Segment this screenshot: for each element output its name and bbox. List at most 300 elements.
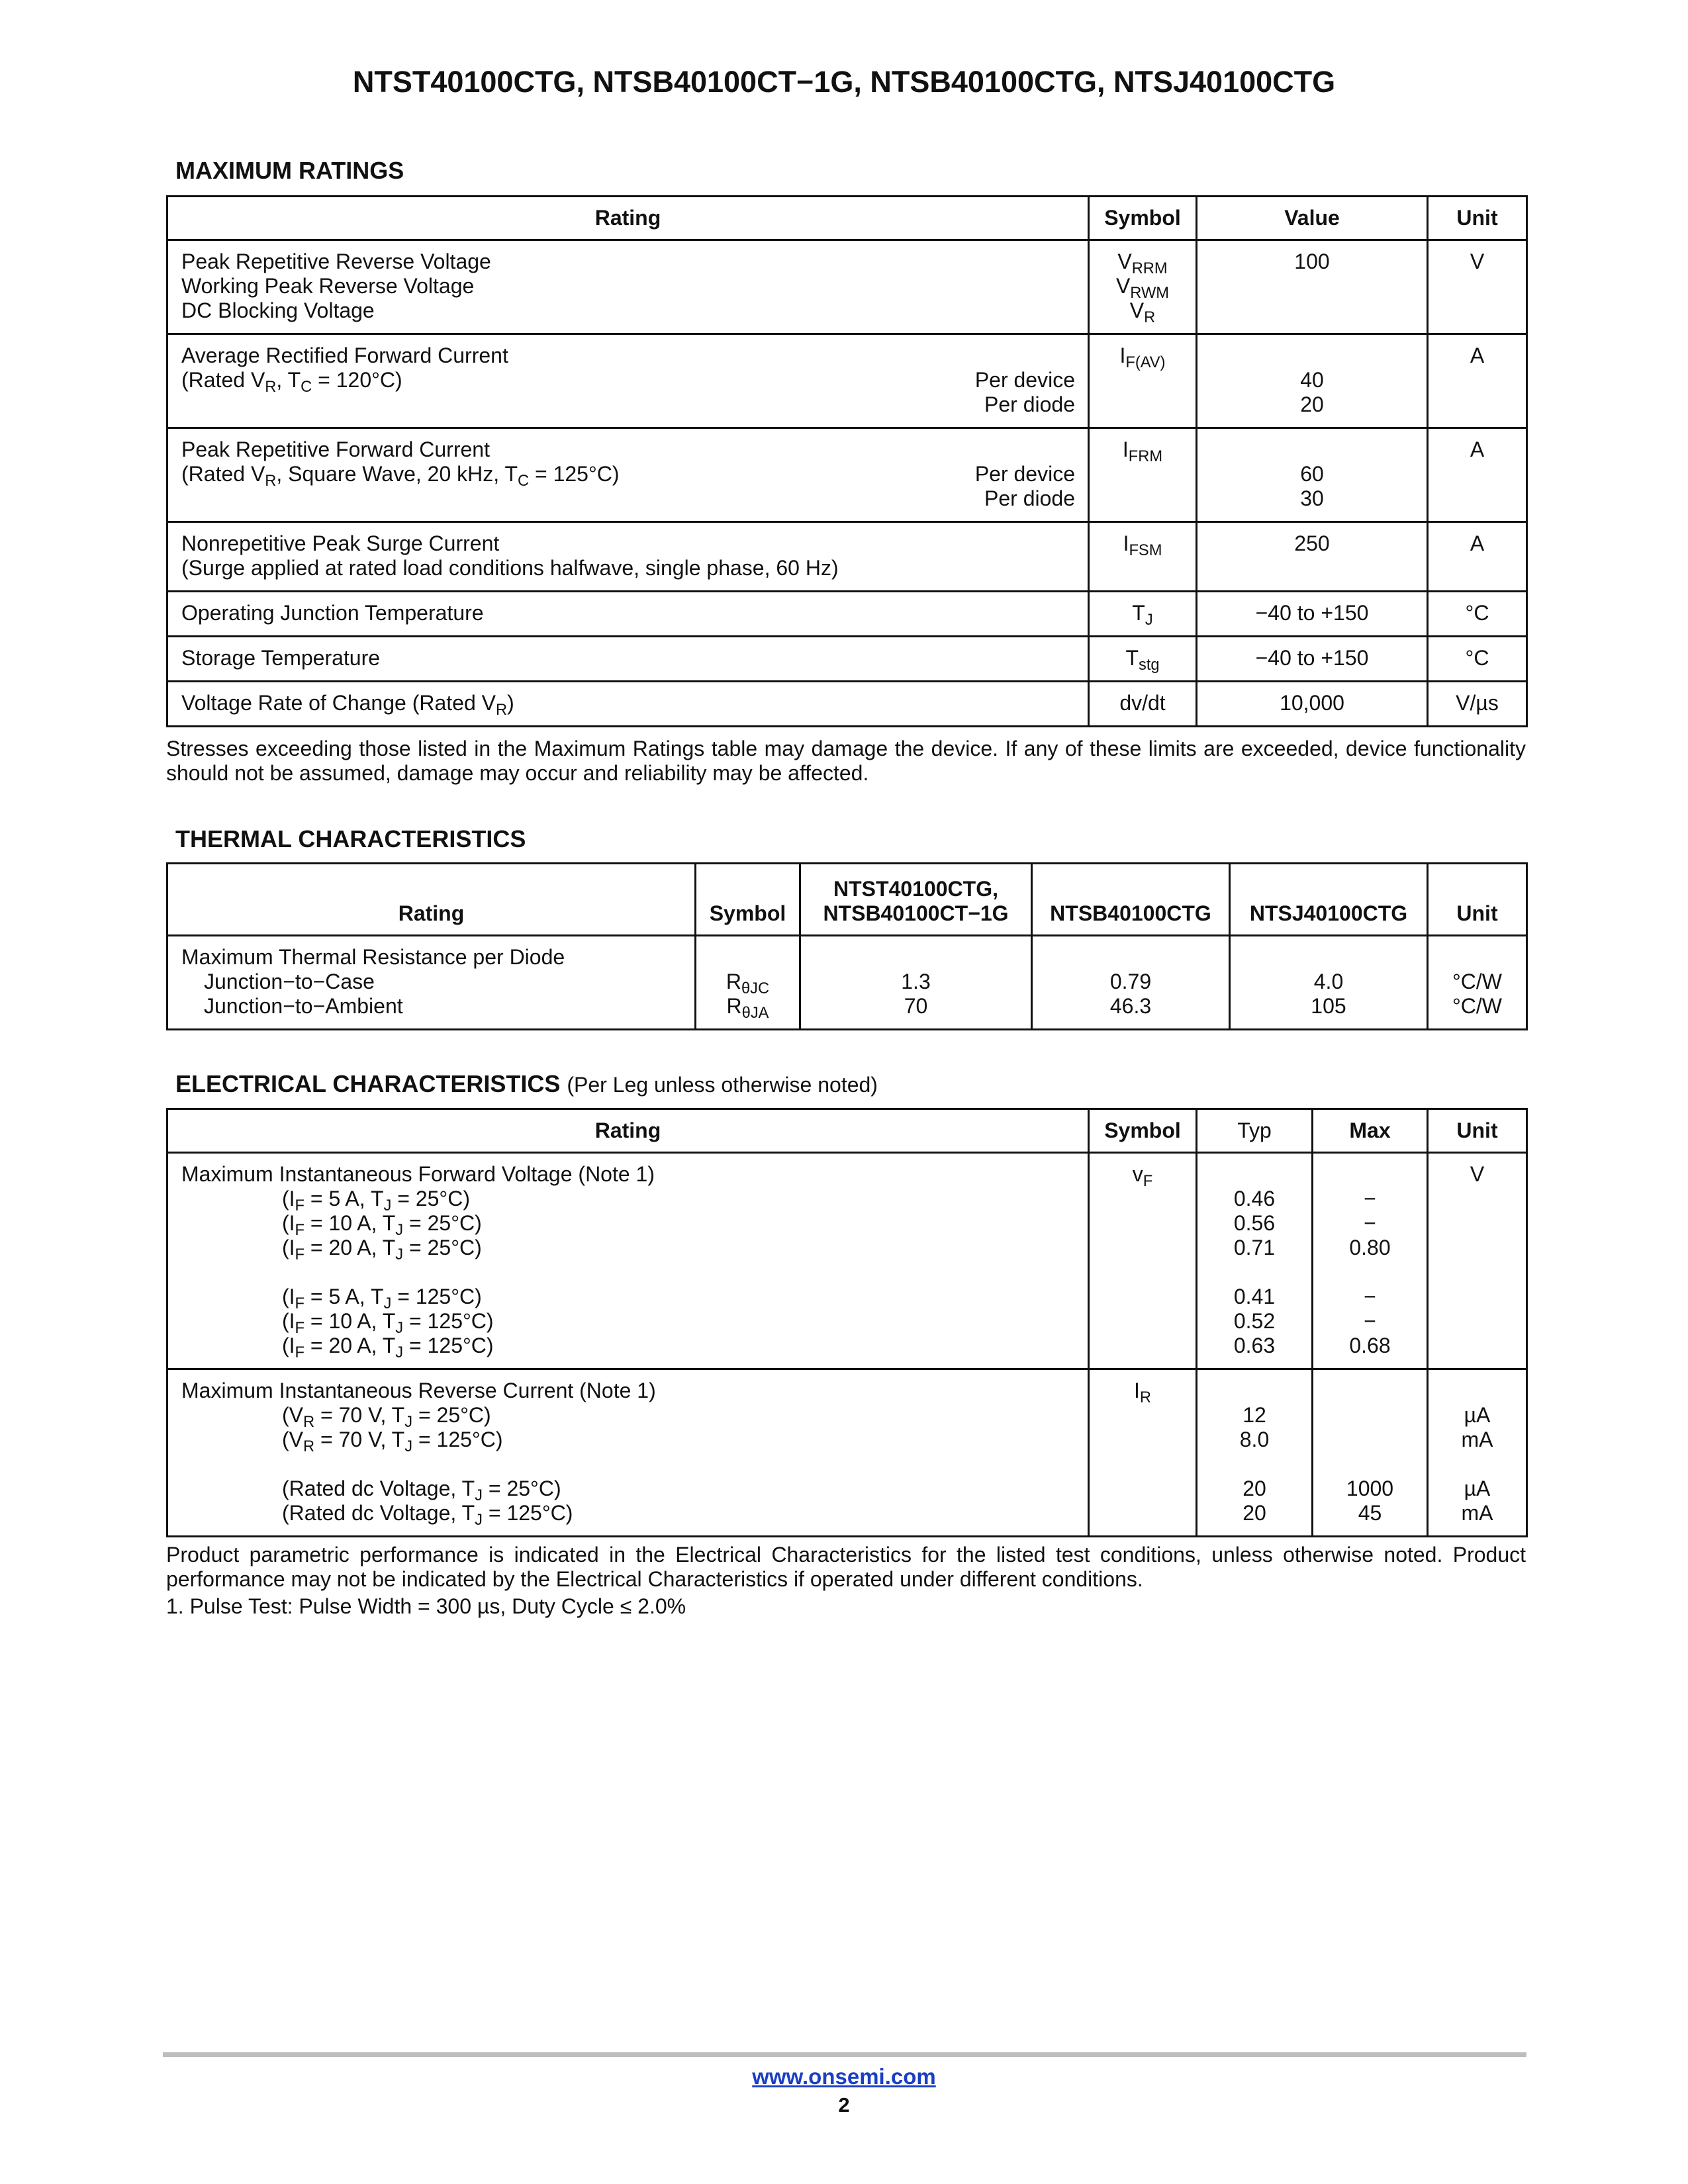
header-row bbox=[167, 864, 1527, 936]
text-segment: Per diode bbox=[984, 486, 1075, 510]
text-segment: = 125°C) bbox=[403, 1309, 494, 1333]
website-link[interactable]: www.onsemi.com bbox=[752, 2064, 936, 2089]
table-row bbox=[167, 334, 1527, 428]
column-header-label: NTSB40100CT−1G bbox=[823, 901, 1009, 925]
column-header-label: Unit bbox=[1456, 206, 1498, 230]
subscript: F bbox=[295, 1246, 305, 1264]
text-line bbox=[1431, 601, 1523, 625]
text-segment: (I bbox=[282, 1236, 295, 1259]
value-cell bbox=[1197, 637, 1428, 682]
rating-cell bbox=[167, 1369, 1089, 1537]
subscript: R bbox=[1144, 309, 1156, 327]
text-line bbox=[1200, 343, 1424, 368]
text-line bbox=[1316, 1379, 1424, 1403]
column-header-label: Symbol bbox=[1104, 206, 1181, 230]
rating-cell bbox=[167, 334, 1089, 428]
text-segment: I bbox=[1122, 437, 1129, 461]
text-segment: A bbox=[1470, 531, 1485, 555]
unit-cell bbox=[1428, 1153, 1527, 1369]
text-line bbox=[1092, 646, 1193, 674]
subscript: J bbox=[475, 1487, 483, 1505]
text-line bbox=[1431, 945, 1523, 970]
text-line bbox=[1200, 486, 1424, 511]
value-cell bbox=[1197, 682, 1428, 727]
electrical-characteristics-note: Product parametric performance is indicated in the Electrical Characteristics for the listed test conditions, unless otherwise noted. Product performance may not be indicated by the Electrical Characteristics if operated under different conditions. bbox=[166, 1543, 1526, 1591]
text-line bbox=[804, 945, 1028, 970]
text-line bbox=[1200, 392, 1424, 417]
text-segment: V/µs bbox=[1456, 691, 1499, 715]
column-header-label: Unit bbox=[1456, 901, 1498, 925]
text-segment: −40 to +150 bbox=[1255, 601, 1369, 625]
text-segment: 8.0 bbox=[1239, 1428, 1270, 1451]
table-row bbox=[167, 522, 1527, 592]
text-segment: T bbox=[1132, 601, 1145, 625]
text-line bbox=[1316, 1452, 1424, 1477]
device-diode-labels bbox=[975, 437, 1075, 511]
text-segment: (V bbox=[282, 1403, 303, 1427]
text-segment: dv/dt bbox=[1119, 691, 1166, 715]
text-segment: 20 bbox=[1243, 1477, 1266, 1500]
text-segment: = 70 V, T bbox=[314, 1403, 405, 1427]
text-line bbox=[1431, 1477, 1523, 1501]
text-segment: = 25°C) bbox=[403, 1236, 482, 1259]
text-segment: (Rated V bbox=[181, 462, 265, 486]
text-line bbox=[181, 1162, 1074, 1187]
column-header-label: Max bbox=[1349, 1118, 1391, 1142]
subscript: J bbox=[395, 1320, 404, 1338]
footnote-1: 1. Pulse Test: Pulse Width = 300 µs, Duty Cycle ≤ 2.0% bbox=[166, 1594, 686, 1618]
text-segment: 0.79 bbox=[1109, 970, 1152, 993]
text-line bbox=[1092, 274, 1193, 302]
unit-cell bbox=[1428, 637, 1527, 682]
text-line bbox=[1431, 646, 1523, 670]
text-line bbox=[1431, 1452, 1523, 1477]
text-segment: Operating Junction Temperature bbox=[181, 601, 484, 625]
text-line bbox=[1200, 691, 1424, 715]
text-segment: DC Blocking Voltage bbox=[181, 298, 375, 322]
text-segment: 70 bbox=[904, 994, 928, 1018]
text-segment: 1000 bbox=[1346, 1477, 1394, 1500]
rating-cell bbox=[167, 682, 1089, 727]
value-cell bbox=[1197, 522, 1428, 592]
column-header-label: Symbol bbox=[1104, 1118, 1181, 1142]
subscript: J bbox=[1145, 612, 1153, 629]
column-header bbox=[167, 1109, 1089, 1153]
text-line bbox=[699, 994, 796, 1023]
column-header bbox=[1197, 197, 1428, 240]
text-line bbox=[181, 462, 1074, 490]
subscript: RRM bbox=[1131, 260, 1168, 278]
table-row bbox=[167, 1369, 1527, 1537]
text-line bbox=[181, 1452, 1074, 1477]
text-segment: 100 bbox=[1294, 250, 1330, 273]
table-row bbox=[167, 428, 1527, 522]
text-line bbox=[1200, 1187, 1309, 1211]
text-line bbox=[1233, 970, 1424, 994]
text-line bbox=[181, 1211, 1074, 1240]
text-segment: (I bbox=[282, 1309, 295, 1333]
value-cell bbox=[800, 936, 1032, 1030]
column-header-label: Rating bbox=[398, 901, 465, 925]
value-cell bbox=[1197, 428, 1428, 522]
subscript: C bbox=[517, 473, 530, 490]
subscript: C bbox=[301, 379, 312, 396]
text-line bbox=[1200, 1285, 1309, 1309]
text-segment: I bbox=[1134, 1379, 1140, 1402]
text-line bbox=[975, 392, 1075, 417]
text-line bbox=[1200, 368, 1424, 392]
text-line bbox=[181, 691, 1074, 719]
text-segment: = 25°C) bbox=[403, 1211, 482, 1235]
maximum-ratings-table bbox=[166, 195, 1528, 727]
text-line bbox=[1316, 1309, 1424, 1334]
text-segment: Average Rectified Forward Current bbox=[181, 343, 508, 367]
text-line bbox=[1092, 691, 1193, 715]
text-line bbox=[1316, 1162, 1424, 1187]
column-header bbox=[1313, 1109, 1428, 1153]
text-segment: 45 bbox=[1358, 1501, 1382, 1525]
text-segment: I bbox=[1119, 343, 1126, 367]
table-row bbox=[167, 240, 1527, 334]
text-line bbox=[975, 462, 1075, 486]
value-cell bbox=[1032, 936, 1230, 1030]
text-line bbox=[1431, 1501, 1523, 1525]
text-segment: V bbox=[1129, 298, 1145, 322]
text-line bbox=[699, 970, 796, 998]
text-segment: µA bbox=[1464, 1403, 1491, 1427]
text-line bbox=[1233, 945, 1424, 970]
column-header bbox=[167, 864, 696, 936]
text-line bbox=[1200, 1428, 1309, 1452]
text-line bbox=[1200, 1309, 1309, 1334]
column-header bbox=[1428, 864, 1527, 936]
text-segment: 0.46 bbox=[1233, 1187, 1276, 1210]
electrical-characteristics-table bbox=[166, 1108, 1528, 1537]
text-segment: Working Peak Reverse Voltage bbox=[181, 274, 475, 298]
text-segment: 0.68 bbox=[1349, 1334, 1391, 1357]
text-segment: °C bbox=[1465, 646, 1489, 670]
text-line bbox=[1200, 462, 1424, 486]
text-line bbox=[181, 1334, 1074, 1362]
column-header bbox=[696, 864, 800, 936]
table-row bbox=[167, 682, 1527, 727]
text-line bbox=[1092, 531, 1193, 560]
text-line bbox=[975, 486, 1075, 511]
column-header bbox=[1230, 864, 1428, 936]
text-segment: 0.63 bbox=[1233, 1334, 1276, 1357]
text-line bbox=[181, 343, 1074, 368]
column-header bbox=[167, 197, 1089, 240]
text-line bbox=[181, 1428, 1074, 1456]
text-line bbox=[1316, 1285, 1424, 1309]
electrical-characteristics-subtitle: (Per Leg unless otherwise noted) bbox=[567, 1073, 878, 1097]
text-segment: (I bbox=[282, 1187, 295, 1210]
thermal-characteristics-heading: THERMAL CHARACTERISTICS bbox=[175, 825, 526, 852]
subscript: F bbox=[295, 1344, 305, 1362]
text-line bbox=[975, 343, 1075, 368]
text-line bbox=[1035, 970, 1226, 994]
rating-cell bbox=[167, 240, 1089, 334]
text-segment: 1.3 bbox=[901, 970, 931, 993]
text-line bbox=[181, 945, 681, 970]
text-line bbox=[1200, 437, 1424, 462]
value-cell bbox=[1197, 1369, 1313, 1537]
text-segment: A bbox=[1470, 343, 1485, 367]
text-line bbox=[181, 1403, 1074, 1432]
column-header-label: NTSB40100CTG bbox=[1050, 901, 1211, 925]
text-segment: = 125°C) bbox=[529, 462, 620, 486]
text-line bbox=[1316, 1260, 1424, 1285]
text-line bbox=[1200, 1211, 1309, 1236]
text-segment: 10,000 bbox=[1280, 691, 1344, 715]
subscript: F(AV) bbox=[1125, 354, 1166, 372]
text-segment: 60 bbox=[1300, 462, 1324, 486]
symbol-cell bbox=[1089, 240, 1197, 334]
text-segment: 12 bbox=[1243, 1403, 1266, 1427]
text-segment: 0.71 bbox=[1233, 1236, 1276, 1259]
column-header bbox=[1089, 197, 1197, 240]
text-line bbox=[181, 1379, 1074, 1403]
text-segment: 0.80 bbox=[1349, 1236, 1391, 1259]
text-segment: mA bbox=[1461, 1428, 1493, 1451]
column-header-label: Rating bbox=[594, 206, 661, 230]
text-line bbox=[1431, 1162, 1523, 1187]
text-line bbox=[1431, 250, 1523, 274]
subscript: θJC bbox=[741, 980, 770, 998]
subscript: J bbox=[395, 1344, 404, 1362]
text-line bbox=[1200, 1477, 1309, 1501]
text-segment: I bbox=[1123, 531, 1129, 555]
rating-cell bbox=[167, 1153, 1089, 1369]
value-cell bbox=[1313, 1153, 1428, 1369]
unit-cell bbox=[1428, 334, 1527, 428]
text-segment: (V bbox=[282, 1428, 303, 1451]
text-line bbox=[1092, 1162, 1193, 1191]
text-segment: 250 bbox=[1294, 531, 1330, 555]
text-line bbox=[181, 994, 681, 1019]
symbol-cell bbox=[1089, 334, 1197, 428]
value-cell bbox=[1197, 1153, 1313, 1369]
text-segment: (Rated dc Voltage, T bbox=[282, 1501, 475, 1525]
text-line bbox=[1035, 994, 1226, 1019]
text-segment: = 20 A, T bbox=[305, 1236, 396, 1259]
text-line bbox=[181, 298, 1074, 323]
text-line bbox=[1200, 1260, 1309, 1285]
text-segment: V bbox=[1470, 250, 1485, 273]
text-segment: °C/W bbox=[1452, 994, 1502, 1018]
text-segment: 0.52 bbox=[1233, 1309, 1276, 1333]
subscript: J bbox=[404, 1414, 413, 1432]
header-row bbox=[167, 197, 1527, 240]
text-line bbox=[181, 601, 1074, 625]
text-segment: µA bbox=[1464, 1477, 1491, 1500]
column-header-label: Typ bbox=[1237, 1118, 1272, 1142]
text-segment: − bbox=[1364, 1285, 1376, 1308]
text-segment: R bbox=[726, 994, 742, 1018]
text-line bbox=[1431, 691, 1523, 715]
symbol-cell bbox=[1089, 1369, 1197, 1537]
subscript: R bbox=[303, 1438, 315, 1456]
table-row bbox=[167, 637, 1527, 682]
rating-cell bbox=[167, 592, 1089, 637]
text-line bbox=[1200, 1501, 1309, 1525]
rating-cell bbox=[167, 428, 1089, 522]
text-line bbox=[1431, 437, 1523, 462]
text-line bbox=[181, 1309, 1074, 1338]
subscript: J bbox=[475, 1512, 483, 1529]
column-header bbox=[1032, 864, 1230, 936]
text-line bbox=[1316, 1334, 1424, 1358]
subscript: R bbox=[265, 379, 277, 396]
text-segment: (Surge applied at rated load conditions halfwave, single phase, 60 Hz) bbox=[181, 556, 839, 580]
text-line bbox=[1200, 250, 1424, 274]
text-line bbox=[181, 274, 1074, 298]
column-header bbox=[1428, 1109, 1527, 1153]
text-line bbox=[1431, 531, 1523, 556]
text-line bbox=[181, 970, 681, 994]
column-header-label: NTSJ40100CTG bbox=[1249, 901, 1408, 925]
text-segment: − bbox=[1364, 1211, 1376, 1235]
unit-cell bbox=[1428, 428, 1527, 522]
text-segment: Voltage Rate of Change (Rated V bbox=[181, 691, 496, 715]
text-line bbox=[1092, 298, 1193, 327]
subscript: J bbox=[404, 1438, 413, 1456]
text-line bbox=[804, 994, 1028, 1019]
symbol-cell bbox=[1089, 682, 1197, 727]
text-segment: mA bbox=[1461, 1501, 1493, 1525]
rating-cell bbox=[167, 522, 1089, 592]
footer-divider bbox=[163, 2052, 1526, 2057]
subscript: R bbox=[495, 702, 508, 719]
symbol-cell bbox=[1089, 428, 1197, 522]
electrical-characteristics-title: ELECTRICAL CHARACTERISTICS bbox=[175, 1070, 561, 1097]
text-line bbox=[1431, 970, 1523, 994]
subscript: R bbox=[265, 473, 277, 490]
text-segment: 105 bbox=[1311, 994, 1346, 1018]
column-header bbox=[1428, 197, 1527, 240]
text-line bbox=[1316, 1477, 1424, 1501]
text-line bbox=[181, 1477, 1074, 1505]
text-segment: (I bbox=[282, 1285, 295, 1308]
symbol-cell bbox=[1089, 592, 1197, 637]
text-segment: Per diode bbox=[984, 392, 1075, 416]
text-segment: T bbox=[1125, 646, 1139, 670]
value-cell bbox=[1313, 1369, 1428, 1537]
subscript: F bbox=[295, 1320, 305, 1338]
text-segment: 20 bbox=[1300, 392, 1324, 416]
subscript: FRM bbox=[1128, 448, 1163, 466]
text-segment: V bbox=[1115, 274, 1131, 298]
text-line bbox=[181, 556, 1074, 580]
column-header-label: Unit bbox=[1456, 1118, 1498, 1142]
page-number: 2 bbox=[838, 2093, 850, 2116]
text-segment: = 5 A, T bbox=[305, 1187, 384, 1210]
text-segment: Peak Repetitive Forward Current bbox=[181, 437, 490, 461]
text-segment: = 10 A, T bbox=[305, 1309, 396, 1333]
text-line bbox=[699, 945, 796, 970]
table-row bbox=[167, 1153, 1527, 1369]
rating-cell bbox=[167, 637, 1089, 682]
text-line bbox=[1200, 1334, 1309, 1358]
text-line bbox=[1316, 1236, 1424, 1260]
text-segment: 0.56 bbox=[1233, 1211, 1276, 1235]
text-segment: −40 to +150 bbox=[1255, 646, 1369, 670]
value-cell bbox=[1197, 592, 1428, 637]
column-header-label: Value bbox=[1284, 206, 1340, 230]
symbol-cell bbox=[1089, 637, 1197, 682]
text-segment: °C/W bbox=[1452, 970, 1502, 993]
subscript: F bbox=[295, 1295, 305, 1313]
text-segment: − bbox=[1364, 1187, 1376, 1210]
subscript: J bbox=[383, 1295, 392, 1313]
text-segment: , T bbox=[276, 368, 301, 392]
subscript: F bbox=[295, 1222, 305, 1240]
text-segment: (I bbox=[282, 1334, 295, 1357]
subscript: FSM bbox=[1129, 542, 1162, 560]
text-line bbox=[1200, 601, 1424, 625]
text-line bbox=[975, 368, 1075, 392]
text-line bbox=[181, 1187, 1074, 1215]
subscript: stg bbox=[1138, 657, 1160, 674]
text-segment: Maximum Instantaneous Forward Voltage (Note 1) bbox=[181, 1162, 655, 1186]
subscript: J bbox=[383, 1197, 392, 1215]
text-segment: 30 bbox=[1300, 486, 1324, 510]
column-header bbox=[1089, 1109, 1197, 1153]
text-segment: = 125°C) bbox=[391, 1285, 482, 1308]
column-header bbox=[1197, 1109, 1313, 1153]
maximum-ratings-heading: MAXIMUM RATINGS bbox=[175, 157, 404, 184]
text-segment: Storage Temperature bbox=[181, 646, 381, 670]
text-line bbox=[181, 1501, 1074, 1529]
value-cell bbox=[1197, 240, 1428, 334]
text-segment: V bbox=[1470, 1162, 1485, 1186]
text-line bbox=[1092, 437, 1193, 466]
text-line bbox=[1316, 1501, 1424, 1525]
text-segment: = 25°C) bbox=[482, 1477, 561, 1500]
text-segment: = 125°C) bbox=[482, 1501, 573, 1525]
text-segment: = 20 A, T bbox=[305, 1334, 396, 1357]
subscript: J bbox=[395, 1246, 404, 1264]
text-line bbox=[1316, 1211, 1424, 1236]
rating-cell bbox=[167, 936, 696, 1030]
unit-cell bbox=[1428, 936, 1527, 1030]
subscript: R bbox=[1139, 1389, 1151, 1407]
text-segment: = 25°C) bbox=[412, 1403, 491, 1427]
text-segment: 4.0 bbox=[1313, 970, 1344, 993]
text-segment: = 10 A, T bbox=[305, 1211, 396, 1235]
thermal-characteristics-table bbox=[166, 862, 1528, 1030]
text-segment: Nonrepetitive Peak Surge Current bbox=[181, 531, 500, 555]
text-line bbox=[1200, 1379, 1309, 1403]
text-segment: Maximum Thermal Resistance per Diode bbox=[181, 945, 565, 969]
subscript: F bbox=[295, 1197, 305, 1215]
text-segment: (Rated V bbox=[181, 368, 265, 392]
text-segment: = 120°C) bbox=[312, 368, 402, 392]
maximum-ratings-note: Stresses exceeding those listed in the Maximum Ratings table may damage the device. If any of these limits are exceeded, device functionality should not be assumed, damage may occur and reliability may be affected. bbox=[166, 737, 1526, 785]
table-row bbox=[167, 936, 1527, 1030]
text-line bbox=[181, 1285, 1074, 1313]
subscript: J bbox=[395, 1222, 404, 1240]
unit-cell bbox=[1428, 240, 1527, 334]
text-segment: Per device bbox=[974, 368, 1075, 392]
text-segment: = 25°C) bbox=[391, 1187, 470, 1210]
text-segment: °C bbox=[1465, 601, 1489, 625]
text-line bbox=[1200, 1162, 1309, 1187]
text-line bbox=[1200, 646, 1424, 670]
document-title: NTST40100CTG, NTSB40100CT−1G, NTSB40100CTG, NTSJ40100CTG bbox=[352, 65, 1336, 99]
text-line bbox=[181, 1236, 1074, 1264]
column-header bbox=[800, 864, 1032, 936]
